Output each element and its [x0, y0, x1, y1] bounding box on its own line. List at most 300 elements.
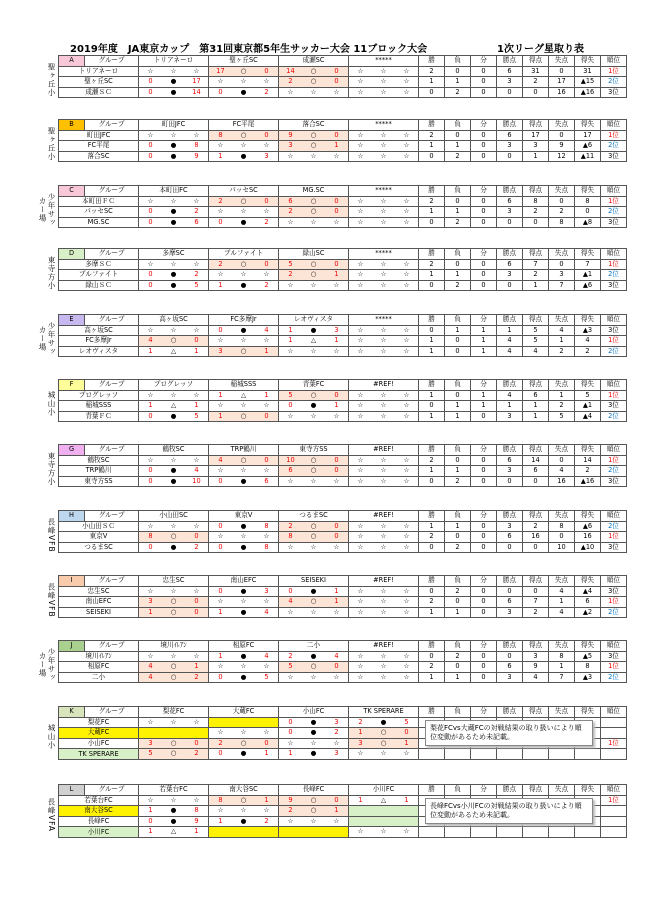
match-value: ☆: [403, 651, 410, 660]
match-value: ☆: [403, 130, 410, 139]
match-value: ☆: [193, 717, 200, 726]
match-value: 3: [334, 749, 339, 758]
match-value: ☆: [310, 672, 317, 681]
team-name: 落合SC: [59, 151, 139, 162]
match-value: 1: [358, 728, 363, 737]
stat-value: 12: [549, 151, 575, 162]
match-value: 2: [264, 280, 269, 289]
stat-head: 負: [445, 315, 471, 326]
match-cell: [349, 717, 419, 728]
stat-head: 得点: [523, 56, 549, 67]
match-value: [372, 817, 395, 827]
match-value: ☆: [240, 270, 247, 279]
stat-value: 0: [523, 217, 549, 228]
stat-value: 1: [419, 672, 445, 683]
match-value: 4: [334, 651, 339, 660]
group-letter: C: [59, 186, 85, 197]
stat-value: 1: [419, 77, 445, 88]
match-value: ○: [170, 749, 177, 758]
match-value: ☆: [380, 749, 387, 758]
match-value: 0: [218, 217, 223, 226]
stat-value: 0: [497, 651, 523, 662]
group-note: 梨花FCvs大蔵FCの対戦結果の取り扱いにより順位変動があるため未記載。: [425, 720, 593, 746]
match-value: 0: [334, 662, 339, 671]
match-value: 8: [264, 521, 269, 530]
table-row: [59, 390, 627, 401]
stat-value: 0: [419, 401, 445, 412]
stat-head: 分: [471, 641, 497, 652]
match-cell: [279, 141, 349, 152]
group-head-label: グループ: [85, 576, 139, 587]
match-value: ☆: [380, 336, 387, 345]
stat-value: 0: [523, 586, 549, 597]
stat-head: 順位: [601, 511, 627, 522]
match-value: ☆: [147, 130, 154, 139]
match-value: 3: [334, 717, 339, 726]
match-value: 14: [192, 87, 201, 96]
stat-value: 2位: [601, 141, 627, 152]
match-value: 0: [194, 607, 199, 616]
group-venue: 東寺方小: [47, 256, 56, 291]
match-value: ●: [240, 151, 247, 160]
match-cell: [139, 66, 209, 77]
match-value: ☆: [310, 476, 317, 485]
stat-value: 0: [497, 217, 523, 228]
match-cell: [209, 651, 279, 662]
stat-value: 2: [523, 207, 549, 218]
match-value: 0: [218, 87, 223, 96]
stat-value: 2: [445, 217, 471, 228]
match-cell: [139, 738, 209, 749]
match-value: ○: [310, 259, 317, 268]
match-cell: [209, 141, 279, 152]
match-value: ☆: [403, 196, 410, 205]
match-cell: [349, 728, 419, 739]
match-value: 0: [148, 542, 153, 551]
team-head: MG.SC: [279, 186, 349, 197]
table-row: [59, 542, 627, 553]
team-head: 境川ｲﾚｱﾝ: [139, 641, 209, 652]
stat-value: 0: [471, 542, 497, 553]
match-cell: [279, 827, 349, 838]
team-head: 相原FC: [209, 641, 279, 652]
match-cell: [209, 411, 279, 422]
match-value: ☆: [380, 532, 387, 541]
match-cell: [279, 66, 349, 77]
match-value: ☆: [287, 346, 294, 355]
group-table: [58, 575, 627, 618]
table-row: [59, 586, 627, 597]
team-name: TK SPERARE: [59, 749, 139, 760]
stat-value: 0: [497, 586, 523, 597]
match-value: ☆: [170, 795, 177, 804]
stat-head: 分: [471, 576, 497, 587]
match-value: 0: [334, 207, 339, 216]
match-cell: [279, 207, 349, 218]
match-value: ☆: [380, 827, 387, 836]
stat-value: 2位: [601, 411, 627, 422]
team-name: ブルファイト: [59, 270, 139, 281]
match-cell: [209, 586, 279, 597]
stat-head: 失点: [549, 641, 575, 652]
match-value: ☆: [193, 66, 200, 75]
match-value: ●: [240, 217, 247, 226]
match-value: 2: [288, 651, 293, 660]
stat-value: 0: [471, 672, 497, 683]
team-head: 稲城SSS: [209, 380, 279, 391]
stat-value: [601, 827, 627, 838]
match-cell: [349, 217, 419, 228]
match-cell: [209, 806, 279, 817]
team-name: 聖ヶ丘SC: [59, 77, 139, 88]
stat-value: 0: [549, 455, 575, 466]
match-value: 1: [218, 280, 223, 289]
stat-value: 1位: [601, 390, 627, 401]
stat-value: [523, 749, 549, 760]
stat-head: 得失: [575, 707, 601, 718]
match-value: △: [380, 795, 387, 804]
stat-value: 0: [419, 87, 445, 98]
table-row: [59, 151, 627, 162]
match-value: ☆: [403, 390, 410, 399]
stat-head: 失点: [549, 707, 575, 718]
team-name: 小山FC: [59, 738, 139, 749]
team-head: #REF!: [349, 576, 419, 587]
match-value: 4: [264, 325, 269, 334]
match-value: ☆: [357, 346, 364, 355]
match-value: ☆: [170, 259, 177, 268]
match-value: 1: [404, 795, 409, 804]
stat-value: 0: [523, 542, 549, 553]
match-value: ●: [240, 607, 247, 616]
match-value: 1: [148, 806, 153, 815]
match-value: ☆: [403, 586, 410, 595]
match-value: ○: [170, 597, 177, 606]
stat-value: [575, 749, 601, 760]
stat-value: 8: [549, 651, 575, 662]
match-value: [255, 718, 278, 728]
match-value: ☆: [333, 542, 340, 551]
match-value: ☆: [403, 411, 410, 420]
stat-value: 6: [523, 466, 549, 477]
stat-value: 1: [445, 672, 471, 683]
stat-value: 3: [497, 521, 523, 532]
match-cell: [279, 717, 349, 728]
match-value: ☆: [403, 827, 410, 836]
match-value: [395, 817, 418, 827]
team-name: 高ヶ坂SC: [59, 325, 139, 336]
group-head-label: グループ: [85, 249, 139, 260]
stat-value: [419, 749, 445, 760]
match-value: ☆: [287, 280, 294, 289]
stat-value: 1: [419, 141, 445, 152]
stat-value: 0: [471, 66, 497, 77]
match-value: 5: [288, 390, 293, 399]
match-value: ●: [170, 270, 177, 279]
stat-value: 0: [445, 66, 471, 77]
stat-value: 4: [523, 672, 549, 683]
stat-value: 2位: [601, 346, 627, 357]
stat-head: 勝: [419, 56, 445, 67]
stat-head: 順位: [601, 120, 627, 131]
stat-value: 1: [419, 207, 445, 218]
match-value: 1: [194, 827, 199, 836]
match-value: ☆: [403, 151, 410, 160]
match-cell: [209, 270, 279, 281]
match-value: ☆: [310, 217, 317, 226]
stat-head: 得点: [523, 186, 549, 197]
table-row: [59, 141, 627, 152]
stat-value: 2位: [601, 270, 627, 281]
match-value: 2: [218, 738, 223, 747]
match-cell: [139, 597, 209, 608]
match-value: ☆: [217, 532, 224, 541]
match-value: ☆: [403, 749, 410, 758]
match-value: 1: [334, 806, 339, 815]
match-value: 0: [148, 270, 153, 279]
team-head: 大蔵FC: [209, 707, 279, 718]
stat-value: 2: [419, 532, 445, 543]
match-cell: [209, 401, 279, 412]
match-value: 0: [264, 259, 269, 268]
match-cell: [139, 217, 209, 228]
match-value: ☆: [170, 196, 177, 205]
stat-head: 勝: [419, 186, 445, 197]
team-head: 二小: [279, 641, 349, 652]
stat-head: 失点: [549, 445, 575, 456]
match-value: ☆: [380, 521, 387, 530]
match-value: 8: [194, 141, 199, 150]
stat-value: 0: [523, 476, 549, 487]
match-value: 0: [334, 196, 339, 205]
match-cell: [139, 401, 209, 412]
match-value: ●: [310, 651, 317, 660]
team-head: *****: [349, 249, 419, 260]
match-value: ☆: [287, 87, 294, 96]
team-head: TK SPERARE: [349, 707, 419, 718]
match-value: ☆: [170, 586, 177, 595]
team-head: #REF!: [349, 445, 419, 456]
match-value: 3: [288, 141, 293, 150]
match-value: 0: [288, 717, 293, 726]
team-head: #REF!: [349, 511, 419, 522]
match-value: 2: [194, 672, 199, 681]
match-value: ●: [170, 207, 177, 216]
match-value: 0: [218, 325, 223, 334]
match-value: 0: [218, 542, 223, 551]
match-value: ●: [170, 476, 177, 485]
match-value: ●: [240, 672, 247, 681]
stat-value: ▲5: [575, 651, 601, 662]
match-value: ☆: [240, 77, 247, 86]
match-cell: [349, 662, 419, 673]
match-value: 4: [288, 597, 293, 606]
group-letter: D: [59, 249, 85, 260]
match-cell: [279, 476, 349, 487]
group-letter: I: [59, 576, 85, 587]
stat-value: 17: [523, 130, 549, 141]
match-value: 0: [264, 66, 269, 75]
stat-value: 9: [549, 141, 575, 152]
stat-head: 得点: [523, 445, 549, 456]
stat-value: 2: [549, 207, 575, 218]
match-cell: [209, 130, 279, 141]
match-value: 0: [264, 130, 269, 139]
stat-value: 17: [575, 130, 601, 141]
match-cell: [279, 466, 349, 477]
match-value: ☆: [380, 597, 387, 606]
match-cell: [139, 816, 209, 827]
match-value: 14: [286, 66, 295, 75]
stat-value: 3位: [601, 280, 627, 291]
match-value: ☆: [193, 325, 200, 334]
match-cell: [139, 77, 209, 88]
match-value: △: [310, 336, 317, 345]
match-value: ☆: [170, 455, 177, 464]
match-value: 4: [264, 651, 269, 660]
match-cell: [209, 336, 279, 347]
match-cell: [349, 346, 419, 357]
team-name: FC平尾: [59, 141, 139, 152]
match-value: 6: [288, 466, 293, 475]
team-head: 東寺方SS: [279, 445, 349, 456]
match-value: △: [170, 827, 177, 836]
match-value: 0: [334, 390, 339, 399]
match-value: [232, 827, 255, 837]
match-value: 0: [334, 130, 339, 139]
match-value: ☆: [217, 597, 224, 606]
stat-value: 0: [419, 542, 445, 553]
team-head: 小山FC: [279, 707, 349, 718]
match-value: ☆: [193, 196, 200, 205]
stat-head: 得点: [523, 511, 549, 522]
match-value: 8: [194, 806, 199, 815]
match-cell: [139, 728, 209, 739]
stat-value: 6: [523, 390, 549, 401]
stat-head: 得失: [575, 785, 601, 796]
match-cell: [209, 672, 279, 683]
stat-value: 0: [445, 390, 471, 401]
match-value: ○: [310, 66, 317, 75]
match-value: ☆: [357, 151, 364, 160]
match-value: ☆: [380, 586, 387, 595]
stat-value: 0: [471, 662, 497, 673]
match-cell: [139, 651, 209, 662]
match-cell: [139, 827, 209, 838]
match-cell: [349, 411, 419, 422]
stat-value: 0: [419, 151, 445, 162]
match-value: ○: [310, 795, 317, 804]
match-value: ☆: [170, 390, 177, 399]
stat-head: 分: [471, 315, 497, 326]
stat-value: [601, 728, 627, 739]
stat-value: 1位: [601, 738, 627, 749]
match-cell: [279, 130, 349, 141]
stat-value: ▲10: [575, 542, 601, 553]
match-value: △: [240, 390, 247, 399]
match-value: 1: [264, 749, 269, 758]
match-cell: [279, 749, 349, 760]
stat-value: 0: [549, 259, 575, 270]
stat-value: 1: [419, 411, 445, 422]
match-value: ○: [310, 270, 317, 279]
match-value: ☆: [357, 270, 364, 279]
match-value: ☆: [403, 532, 410, 541]
match-value: ○: [240, 346, 247, 355]
stat-value: 7: [549, 672, 575, 683]
match-cell: [139, 717, 209, 728]
stat-head: 順位: [601, 785, 627, 796]
match-value: ○: [170, 336, 177, 345]
stat-head: 失点: [549, 56, 575, 67]
team-name: 町田JFC: [59, 130, 139, 141]
stat-value: 2: [419, 130, 445, 141]
match-value: ☆: [403, 476, 410, 485]
match-value: ●: [170, 816, 177, 825]
stat-value: 0: [549, 66, 575, 77]
team-head: 東京V: [209, 511, 279, 522]
match-cell: [139, 532, 209, 543]
stat-value: ▲15: [575, 77, 601, 88]
match-value: ●: [170, 151, 177, 160]
match-value: ☆: [147, 390, 154, 399]
stat-head: 分: [471, 380, 497, 391]
match-value: [302, 827, 325, 837]
stat-value: 8: [549, 217, 575, 228]
group-note: 長峰FCvs小川FCの対戦結果の取り扱いにより順位変動があるため未記載。: [425, 798, 593, 824]
team-head: パッセSC: [209, 186, 279, 197]
match-cell: [209, 542, 279, 553]
stat-value: 1: [419, 607, 445, 618]
team-name: 稲城SSS: [59, 401, 139, 412]
stat-value: 6: [497, 597, 523, 608]
match-value: 8: [218, 795, 223, 804]
match-cell: [209, 325, 279, 336]
stat-value: 8: [549, 521, 575, 532]
table-row: [59, 651, 627, 662]
match-value: 3: [358, 738, 363, 747]
match-value: ☆: [310, 87, 317, 96]
match-value: ☆: [403, 607, 410, 616]
match-value: ○: [240, 411, 247, 420]
match-value: 17: [192, 77, 201, 86]
match-cell: [279, 728, 349, 739]
match-value: 0: [334, 466, 339, 475]
match-value: ☆: [193, 795, 200, 804]
match-value: 1: [148, 827, 153, 836]
stat-value: 3位: [601, 401, 627, 412]
match-value: ☆: [240, 728, 247, 737]
stat-value: 1: [549, 597, 575, 608]
stat-value: 0: [445, 455, 471, 466]
stat-value: 0: [471, 130, 497, 141]
team-head: #REF!: [349, 380, 419, 391]
match-cell: [209, 207, 279, 218]
match-value: ☆: [357, 390, 364, 399]
stat-head: 勝点: [497, 56, 523, 67]
stat-value: 3位: [601, 87, 627, 98]
match-value: ☆: [380, 207, 387, 216]
match-value: ●: [240, 521, 247, 530]
stat-value: [419, 827, 445, 838]
stat-head: 順位: [601, 576, 627, 587]
stat-head: 負: [445, 249, 471, 260]
table-row: [59, 196, 627, 207]
match-value: ○: [240, 259, 247, 268]
team-head: 小川FC: [349, 785, 419, 796]
stat-head: 負: [445, 120, 471, 131]
match-value: 0: [148, 476, 153, 485]
